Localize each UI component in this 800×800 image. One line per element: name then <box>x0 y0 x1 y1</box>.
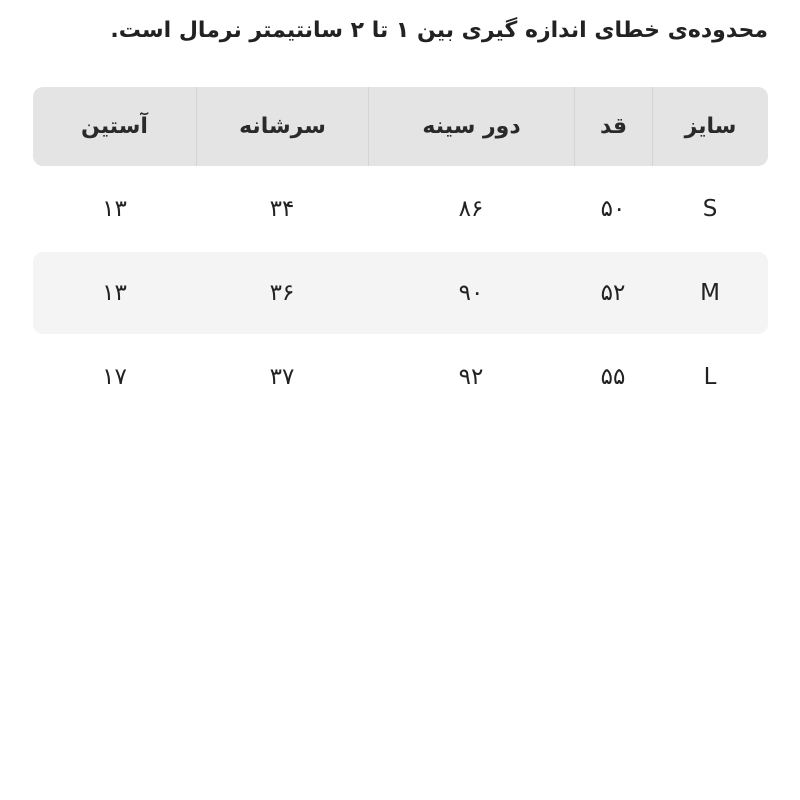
cell-chest: ۸۶ <box>458 196 484 222</box>
cell-shoulder: ۳۷ <box>269 364 295 390</box>
cell-size: S <box>702 196 718 222</box>
cell-size: L <box>703 364 717 390</box>
cell-shoulder: ۳۴ <box>269 196 295 222</box>
cell-chest: ۹۲ <box>458 364 484 390</box>
header-shoulder: سرشانه <box>196 87 368 166</box>
table-header-row <box>33 87 768 166</box>
header-chest: دور سینه <box>368 87 574 166</box>
cell-chest: ۹۰ <box>458 280 484 306</box>
measurement-tolerance-note: محدوده‌ی خطای اندازه گیری بین ۱ تا ۲ سانتیمتر نرمال است. <box>110 18 768 43</box>
table-row <box>33 168 768 250</box>
cell-shoulder: ۳۶ <box>269 280 295 306</box>
cell-height: ۵۲ <box>600 280 626 306</box>
header-size: سایز <box>652 87 768 166</box>
cell-size: M <box>700 280 720 306</box>
header-height: قد <box>574 87 652 166</box>
header-sleeve: آستین <box>81 114 148 139</box>
cell-sleeve: ۱۳ <box>102 196 127 222</box>
table-row <box>33 336 768 418</box>
cell-sleeve: ۱۳ <box>102 280 127 306</box>
table-row <box>33 252 768 334</box>
cell-height: ۵۵ <box>600 364 626 390</box>
cell-sleeve: ۱۷ <box>102 364 127 390</box>
size-table <box>33 87 768 418</box>
cell-height: ۵۰ <box>600 196 626 222</box>
